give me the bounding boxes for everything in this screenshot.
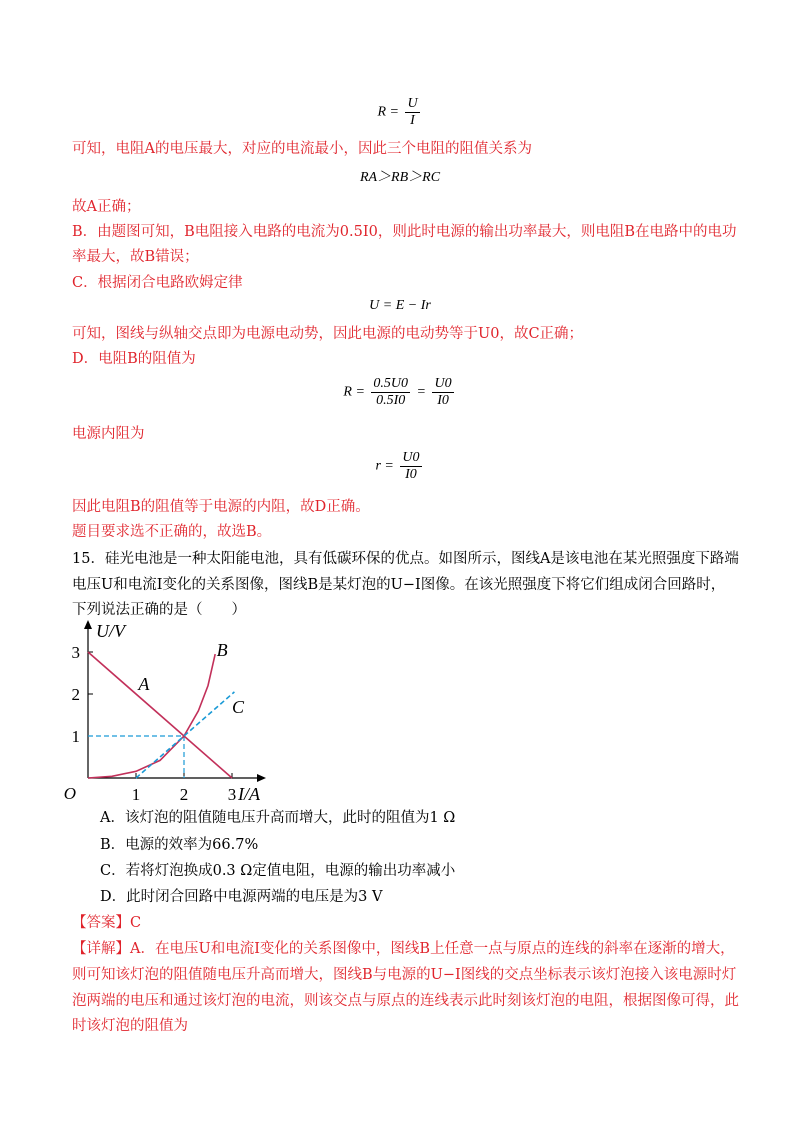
- solution-line-5: C．根据闭合电路欧姆定律: [72, 275, 243, 291]
- u-i-graph: [60, 615, 300, 805]
- x-tick-label: 2: [179, 785, 189, 804]
- series-b-line: [88, 654, 215, 778]
- detail-line-2: 则可知该灯泡的阻值随电压升高而增大，图线B与电源的U−I图线的交点坐标表示该灯泡接入该电源时灯: [72, 967, 737, 983]
- x-axis-label: I/A: [238, 784, 260, 804]
- equation-resistance-b: R = $\frac{0.5U0}{0.5I0}$ = $\frac{U0}{I0}$: [343, 376, 452, 408]
- option-c: C．若将灯泡换成0.3 Ω定值电阻，电源的输出功率减小: [100, 863, 456, 879]
- option-a: A．该灯泡的阻值随电压升高而增大，此时的阻值为1 Ω: [100, 810, 456, 826]
- solution-line-4: 率最大，故B错误；: [72, 249, 199, 265]
- series-label-b: B: [216, 640, 228, 661]
- y-tick-label: 1: [71, 727, 80, 746]
- solution-line-1: 可知，电阻A的电压最大，对应的电流最小，因此三个电阻的阻值关系为: [72, 141, 532, 157]
- detail-line-3: 泡两端的电压和通过该灯泡的电流，则该交点与原点的连线表示此时刻该灯泡的电阻，根据图像可得，此: [72, 993, 739, 1009]
- solution-line-6: 可知，图线与纵轴交点即为电源电动势，因此电源的电动势等于U0，故C正确；: [72, 326, 584, 342]
- y-axis-label: U/V: [96, 621, 125, 641]
- option-d: D．此时闭合回路中电源两端的电压是为3 V: [100, 889, 383, 905]
- question-15-line-1: 15．硅光电池是一种太阳能电池，具有低碳环保的优点。如图所示，图线A是该电池在某光照强度下路端: [72, 551, 739, 567]
- solution-line-7: D．电阻B的阻值为: [72, 351, 196, 367]
- equation-resistance-order: RA＞RB＞RC: [359, 170, 441, 185]
- answer-label: 【答案】C: [72, 915, 142, 931]
- detail-line-4: 时该灯泡的阻值为: [72, 1018, 188, 1034]
- x-axis-arrow: [257, 774, 266, 782]
- origin-label: O: [63, 784, 76, 803]
- detail-line-1: 【详解】A．在电压U和电流I变化的关系图像中，图线B上任意一点与原点的连线的斜率在逐渐的增大，: [72, 941, 735, 957]
- solution-line-3: B．由题图可知，B电阻接入电路的电流为0.5I0，则此时电源的输出功率最大，则电阻B在电路中的电功: [72, 224, 737, 240]
- series-a-line: [88, 652, 232, 778]
- series-label-c: C: [232, 696, 245, 717]
- solution-line-8: 电源内阻为: [72, 426, 145, 442]
- x-tick-label: 1: [131, 785, 141, 804]
- solution-line-9: 因此电阻B的阻值等于电源的内阻，故D正确。: [72, 499, 370, 515]
- y-tick-label: 3: [71, 643, 80, 662]
- x-tick-label: 3: [227, 785, 237, 804]
- solution-line-2: 故A正确；: [72, 199, 141, 215]
- series-label-a: A: [138, 673, 150, 694]
- question-15-line-3: 下列说法正确的是（ ）: [72, 602, 246, 618]
- equation-internal-resistance: r = $\frac{U0}{I0}$: [375, 450, 420, 482]
- y-tick-label: 2: [71, 685, 80, 704]
- y-axis-arrow: [84, 620, 92, 629]
- eq1-numerator: U: [407, 96, 418, 111]
- eq1-denominator: I: [410, 113, 415, 128]
- equation-ohm-law: U = E − Ir: [369, 298, 431, 313]
- solution-line-10: 题目要求选不正确的，故选B。: [72, 524, 272, 540]
- series-c-line: [136, 692, 234, 778]
- question-15-line-2: 电压U和电流I变化的关系图像，图线B是某灯泡的U−I图像。在该光照强度下将它们组成闭合回路时，: [72, 577, 726, 593]
- equation-r-u-over-i: R = $\frac{U}{I}$: [377, 96, 418, 128]
- option-b: B．电源的效率为66.7%: [100, 837, 259, 853]
